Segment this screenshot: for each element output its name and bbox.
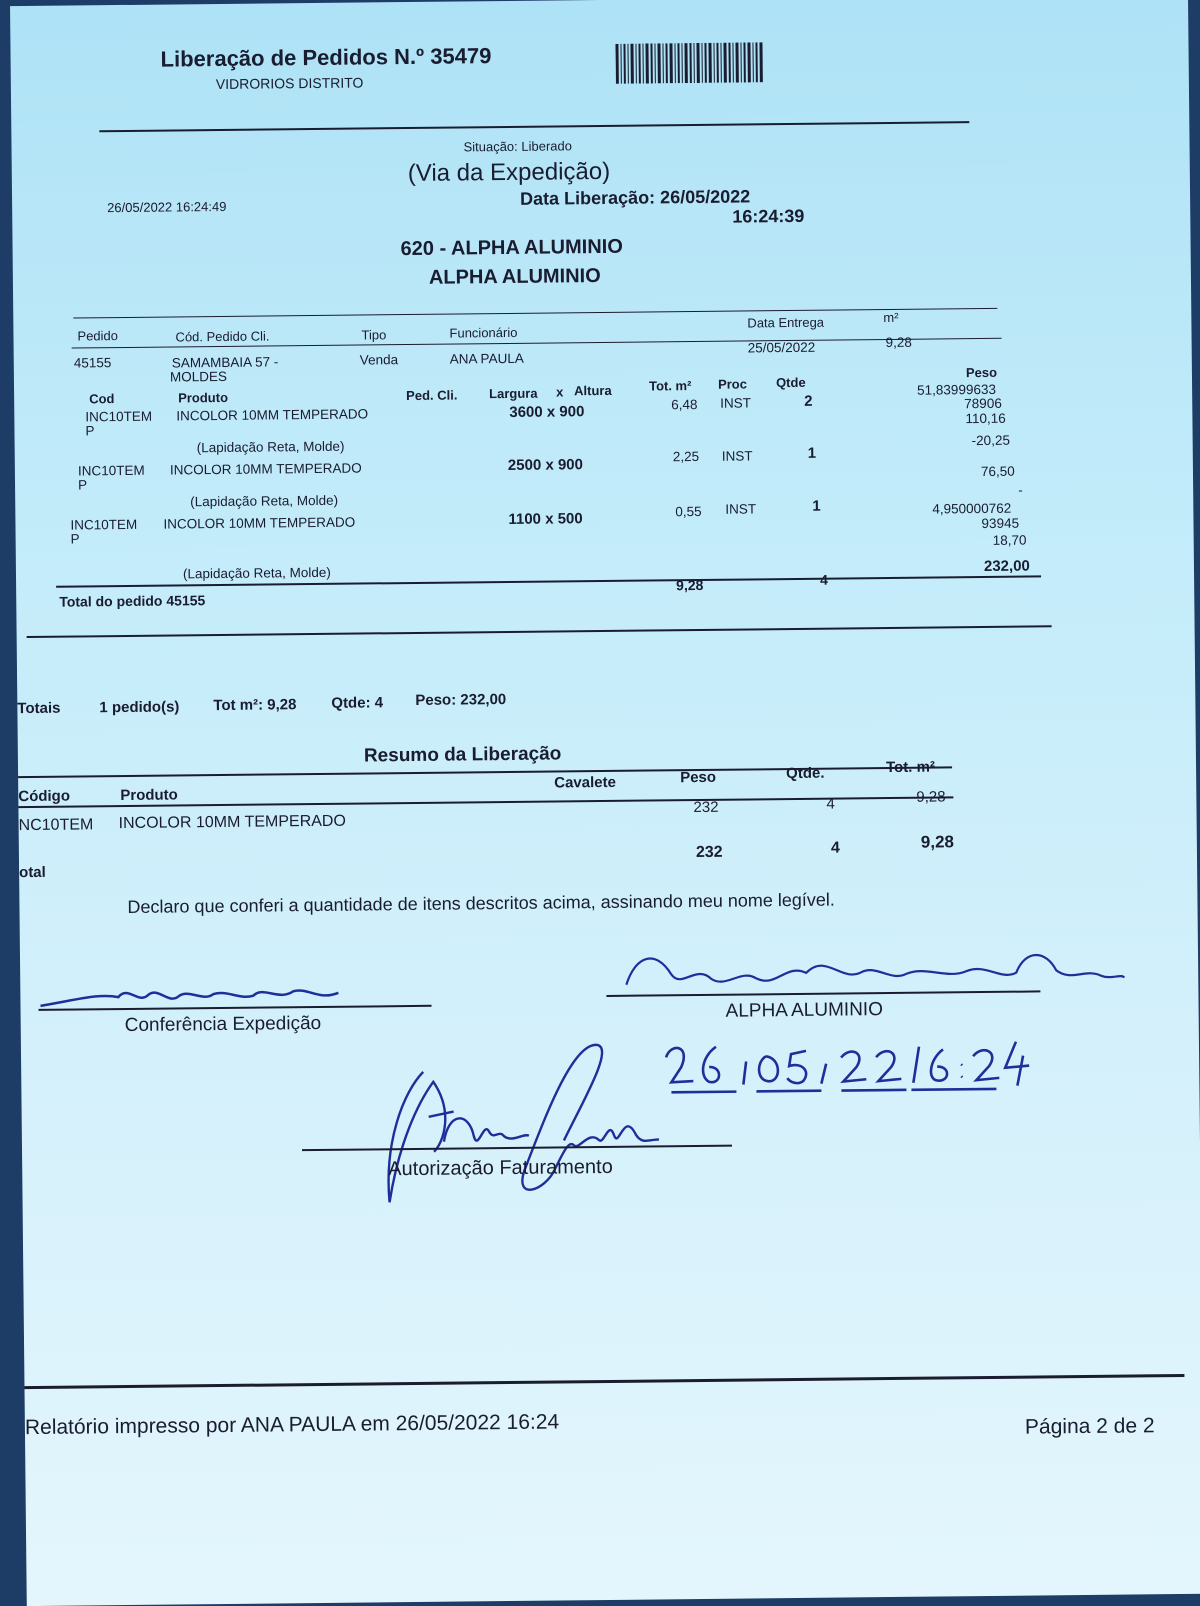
item-cod-suffix: P [85,423,95,439]
resumo-total-peso: 232 [695,843,723,862]
col-m2: m² [883,309,899,326]
resumo-row-codigo: NC10TEM [18,816,94,835]
resumo-row-qtde: 4 [826,795,835,813]
item-dimensions: 2500 x 900 [507,456,584,474]
order-cod-cli-1: SAMAMBAIA 57 - [171,354,279,371]
alpha-label: ALPHA ALUMINIO [725,999,884,1022]
resumo-row-tot-m2: 9,28 [916,788,946,806]
col-cod-pedido-cli: Cód. Pedido Cli. [175,328,270,345]
totais-label: Totais [17,699,61,718]
print-datetime: 26/05/2022 16:24:49 [107,198,227,216]
item-cod: INC10TEM [85,408,153,425]
totais-qtde: Qtde: 4 [331,694,384,712]
resumo-row-produto: INCOLOR 10MM TEMPERADO [118,812,346,833]
resumo-total-tot-m2: 9,28 [920,832,955,852]
order-table-top-line [73,308,997,319]
resumo-total-qtde: 4 [830,839,840,857]
item-proc: INST [721,448,753,464]
client-code-name: 620 - ALPHA ALUMINIO [400,235,623,261]
item-produto: INCOLOR 10MM TEMPERADO [169,460,362,478]
resumo-col-codigo: Código [18,787,71,806]
item-col-x: x [556,384,564,400]
item-produto: INCOLOR 10MM TEMPERADO [163,514,356,532]
client-name: ALPHA ALUMINIO [428,264,601,289]
item-peso-1: - [1018,482,1023,498]
item-peso-3: 110,16 [965,410,1006,427]
data-liberacao-time: 16:24:39 [732,205,805,227]
item-tot-m2: 6,48 [671,396,698,413]
order-tipo: Venda [359,352,399,368]
item-peso-1: -20,25 [971,432,1010,449]
order-section-bottom-line [27,625,1052,638]
item-col-cod: Cod [89,391,115,407]
col-funcionario: Funcionário [449,324,518,341]
item-cod-suffix: P [70,531,80,547]
item-proc: INST [725,501,757,517]
item-qtde: 1 [807,444,817,462]
page-number: Página 2 de 2 [1024,1414,1155,1439]
alpha-signature [616,940,1129,1000]
item-cod: INC10TEM [77,462,145,479]
item-proc: INST [720,395,752,411]
item-qtde: 1 [812,497,821,515]
resumo-col-tot-m2: Tot. m² [885,758,936,777]
item-col-proc: Proc [717,376,748,392]
totais-pedidos: 1 pedido(s) [99,698,180,717]
resumo-col-peso: Peso [680,768,717,787]
item-obs: (Lapidação Reta, Molde) [196,438,345,456]
data-liberacao: Data Liberação: 26/05/2022 [519,186,751,209]
item-peso-2: 4,950000762 [932,500,1012,517]
company-name: VIDRORIOS DISTRITO [215,74,364,93]
col-tipo: Tipo [361,327,387,343]
autorizacao-label: Autorização Faturamento [388,1155,613,1181]
order-total-qtde: 4 [819,571,828,588]
item-peso-1: 51,83999633 [917,381,997,398]
item-peso-2: 78906 [964,395,1002,412]
conferencia-label: Conferência Expedição [124,1012,322,1037]
totais-peso: Peso: 232,00 [415,691,507,709]
item-col-altura: Altura [574,382,612,399]
document-title: Liberação de Pedidos N.º 35479 [160,43,492,72]
item-col-peso: Peso [965,364,998,381]
order-cod-cli-2: MOLDES [169,368,228,385]
printed-by: Relatório impresso por ANA PAULA em 26/05/2022 16:24 [24,1410,560,1440]
item-obs: (Lapidação Reta, Molde) [182,564,331,582]
item-cod: INC10TEM [70,516,138,533]
via-label: (Via da Expedição) [407,157,611,188]
resumo-col-qtde: Qtde. [786,764,825,783]
item-cod-suffix: P [77,477,88,493]
document-page [10,0,1200,1606]
item-col-qtde: Qtde [775,374,806,391]
item-tot-m2: 0,55 [675,503,702,520]
barcode [615,42,765,84]
order-total-m2: 9,28 [676,576,704,594]
item-dimensions: 3600 x 900 [509,403,585,421]
header-divider [99,121,969,132]
item-dimensions: 1100 x 500 [508,510,583,528]
order-total-label: Total do pedido 45155 [59,592,206,610]
item-peso-3: 76,50 [980,463,1015,480]
item-col-produto: Produto [178,389,229,406]
item-peso-4: 18,70 [992,532,1027,548]
order-m2: 9,28 [885,334,912,351]
resumo-title: Resumo da Liberação [363,743,562,767]
declaration-text: Declaro que conferi a quantidade de itens descritos acima, assinando meu nome legível. [127,889,835,917]
item-tot-m2: 2,25 [672,448,700,465]
order-data-entrega: 25/05/2022 [747,339,816,356]
col-data-entrega: Data Entrega [747,314,825,331]
item-col-tot-m2: Tot. m² [648,378,692,394]
item-obs: (Lapidação Reta, Molde) [190,492,339,510]
item-peso-3: 93945 [981,515,1020,532]
totais-m2: Tot m²: 9,28 [213,696,297,715]
order-funcionario: ANA PAULA [449,350,524,367]
order-pedido: 45155 [73,355,112,371]
handwritten-date [661,1034,1032,1100]
resumo-row-peso: 232 [693,798,719,817]
item-produto: INCOLOR 10MM TEMPERADO [176,406,369,424]
resumo-col-cavalete: Cavalete [554,773,617,792]
item-col-largura: Largura [489,385,538,402]
item-col-ped-cli: Ped. Cli. [406,387,458,404]
footer-line [24,1374,1184,1389]
resumo-col-produto: Produto [120,786,178,805]
situacao-label: Situação: Liberado [463,138,573,155]
resumo-total-label: otal [19,863,46,882]
item-qtde: 2 [804,392,813,410]
col-pedido: Pedido [77,328,119,344]
order-total-peso: 232,00 [983,557,1030,575]
autorizacao-signature [373,1039,665,1212]
